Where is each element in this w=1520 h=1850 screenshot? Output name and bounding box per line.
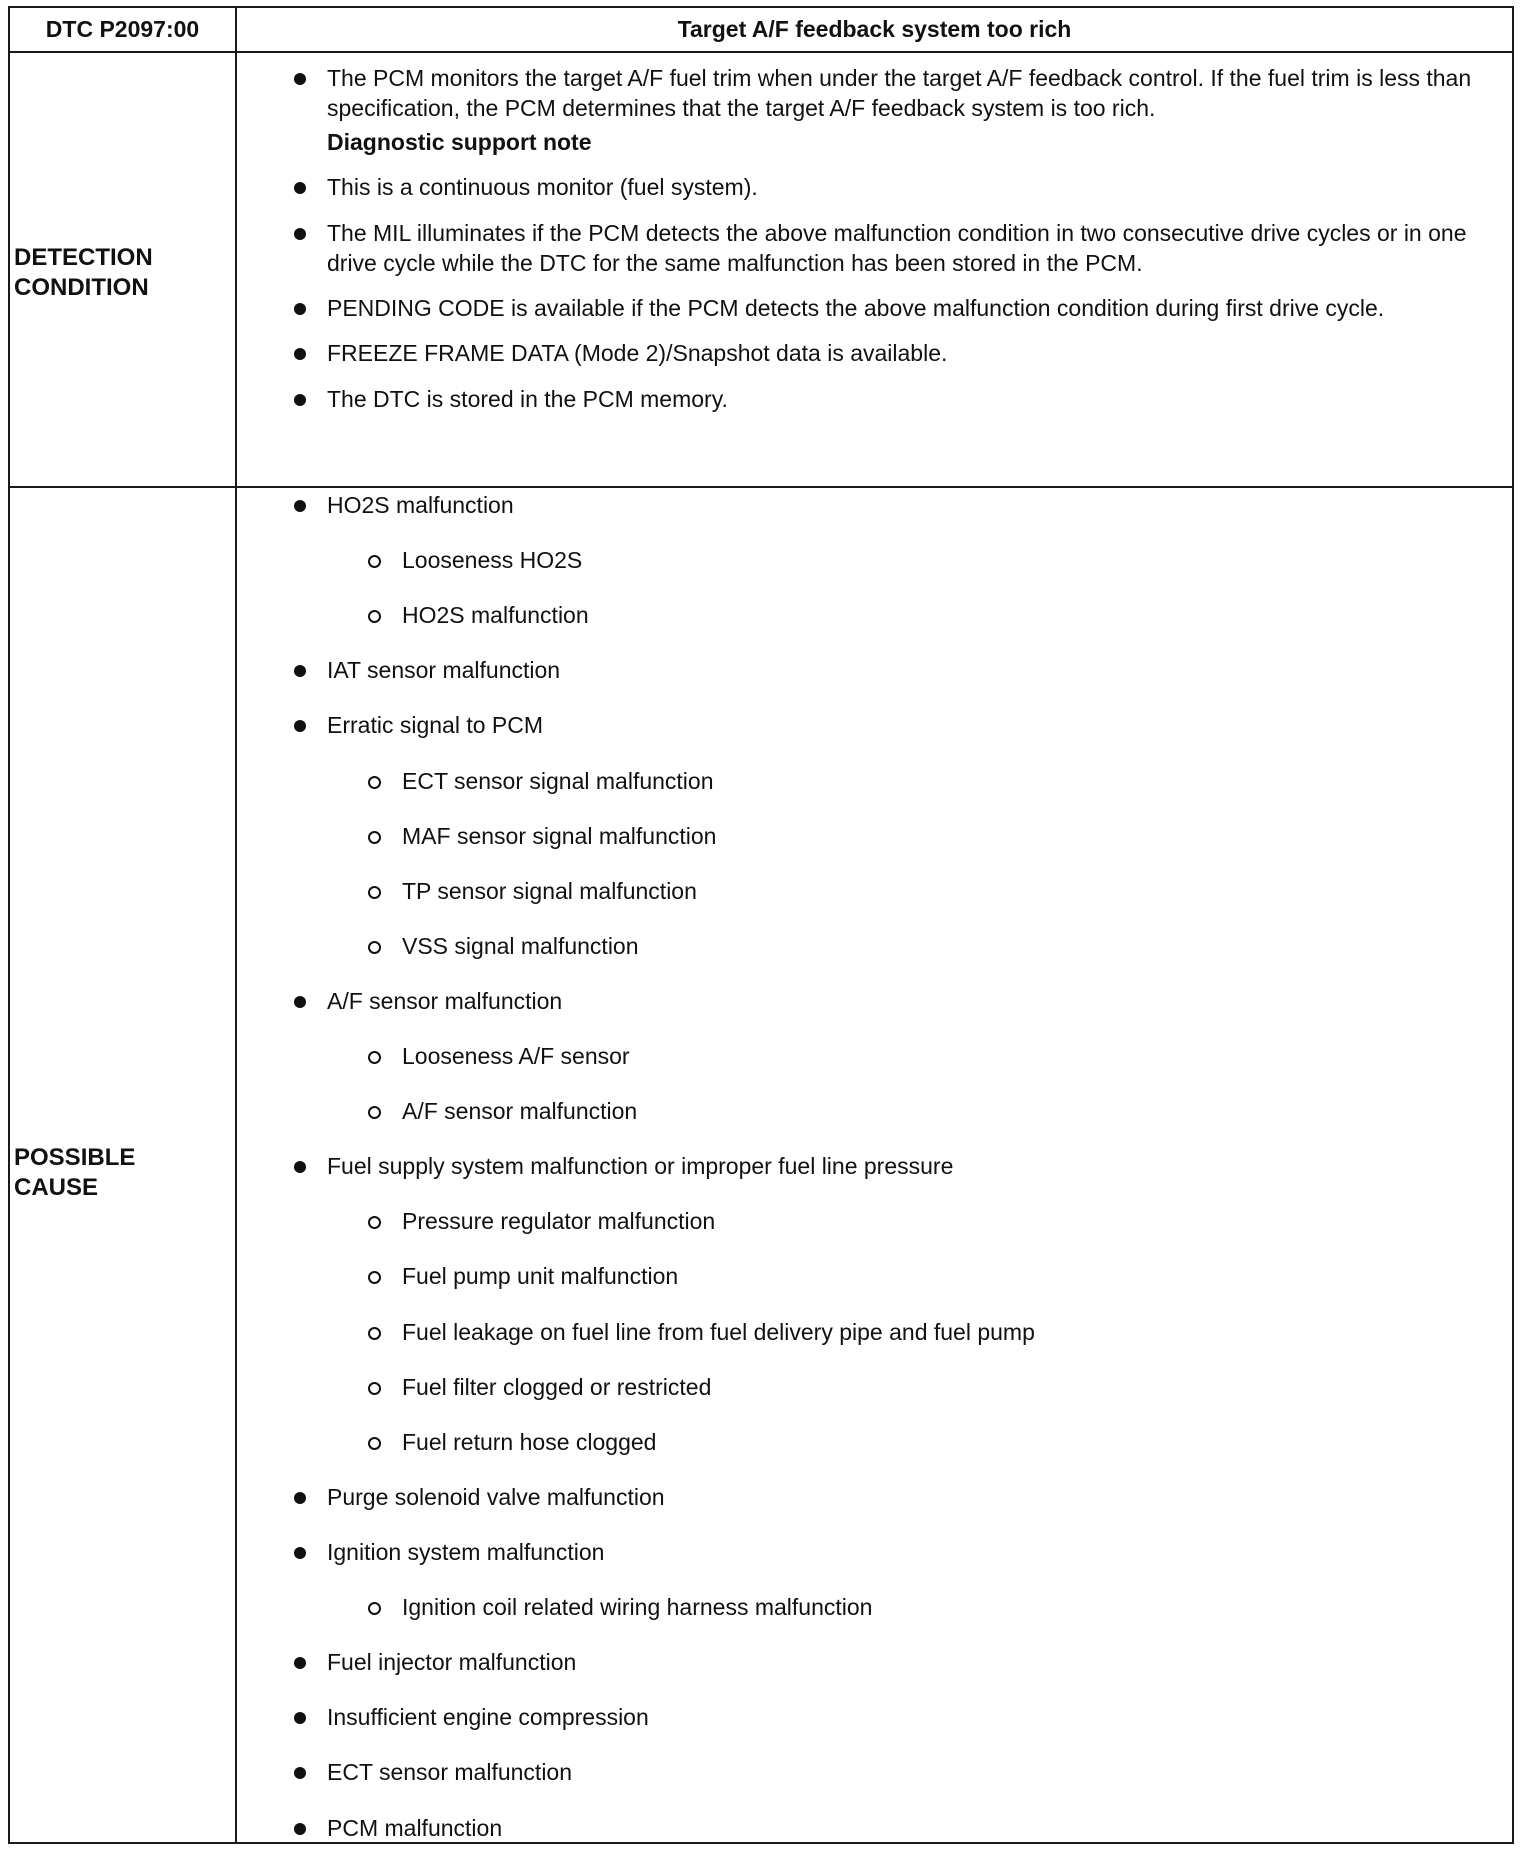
list-item: Insufficient engine compression: [294, 1702, 649, 1732]
sub-bullet-icon: [368, 1437, 381, 1450]
list-item: This is a continuous monitor (fuel system).: [294, 172, 758, 202]
list-item: ECT sensor malfunction: [294, 1757, 572, 1787]
bullet-icon: [294, 1547, 306, 1559]
sub-bullet-icon: [368, 886, 381, 899]
bullet-icon: [294, 996, 306, 1008]
bullet-icon: [294, 303, 306, 315]
list-item: Ignition system malfunction: [294, 1537, 604, 1567]
sub-list-item: HO2S malfunction: [368, 600, 589, 630]
detection-condition-label: DETECTION CONDITION: [14, 244, 153, 301]
sub-list-item: Ignition coil related wiring harness malfunction: [368, 1592, 872, 1622]
list-item: Erratic signal to PCM: [294, 710, 543, 740]
sub-bullet-icon: [368, 555, 381, 568]
bullet-icon: [294, 228, 306, 240]
list-item: HO2S malfunction: [294, 490, 514, 520]
list-item: Fuel injector malfunction: [294, 1647, 576, 1677]
detection-label-cell: [10, 53, 237, 486]
sub-bullet-icon: [368, 1382, 381, 1395]
sub-bullet-icon: [368, 610, 381, 623]
sub-list-item: Looseness A/F sensor: [368, 1041, 630, 1071]
sub-bullet-icon: [368, 1602, 381, 1615]
bullet-icon: [294, 1712, 306, 1724]
list-item: PCM malfunction: [294, 1813, 502, 1843]
sub-list-item: VSS signal malfunction: [368, 931, 639, 961]
possible-cause-label: POSSIBLE CAUSE: [14, 1144, 136, 1201]
bullet-icon: [294, 665, 306, 677]
bullet-icon: [294, 500, 306, 512]
sub-bullet-icon: [368, 1216, 381, 1229]
list-item: IAT sensor malfunction: [294, 655, 560, 685]
detection-condition-row: [10, 53, 1512, 488]
sub-list-item: Looseness HO2S: [368, 545, 582, 575]
bullet-icon: [294, 1492, 306, 1504]
bullet-icon: [294, 1823, 306, 1835]
list-item: PENDING CODE is available if the PCM detects the above malfunction condition during first drive cycle.: [294, 293, 1384, 323]
header-code-cell: [10, 8, 237, 51]
bullet-icon: [294, 720, 306, 732]
bullet-icon: [294, 1767, 306, 1779]
possible-cause-label-cell: [10, 488, 237, 1842]
sub-bullet-icon: [368, 1271, 381, 1284]
bullet-icon: [294, 348, 306, 360]
sub-list-item: MAF sensor signal malfunction: [368, 821, 716, 851]
sub-list-item: Pressure regulator malfunction: [368, 1206, 715, 1236]
bullet-icon: [294, 1161, 306, 1173]
bullet-icon: [294, 182, 306, 194]
list-item: A/F sensor malfunction: [294, 986, 562, 1016]
sub-list-item: Fuel pump unit malfunction: [368, 1261, 678, 1291]
sub-list-item: TP sensor signal malfunction: [368, 876, 697, 906]
sub-list-item: A/F sensor malfunction: [368, 1096, 637, 1126]
detection-content-cell: [237, 53, 1512, 486]
sub-list-item: Fuel leakage on fuel line from fuel delivery pipe and fuel pump: [368, 1317, 1035, 1347]
bullet-icon: [294, 1657, 306, 1669]
list-item: Fuel supply system malfunction or improper fuel line pressure: [294, 1151, 953, 1181]
bullet-icon: [294, 73, 306, 85]
list-item: The PCM monitors the target A/F fuel trim when under the target A/F feedback control. If the fuel trim is less than specification, the PCM determines that the target A/F feedback system is too rich.: [294, 63, 1502, 123]
diagnostic-support-note-title: Diagnostic support note: [327, 129, 592, 155]
list-item: The MIL illuminates if the PCM detects the above malfunction condition in two consecutive drive cycles or in one drive cycle while the DTC for the same malfunction has been stored in the PCM.: [294, 218, 1502, 278]
sub-bullet-icon: [368, 941, 381, 954]
possible-cause-content-cell: [237, 488, 1512, 1842]
table-header-row: [10, 8, 1512, 53]
dtc-code: DTC P2097:00: [45, 16, 200, 42]
sub-list-item: ECT sensor signal malfunction: [368, 766, 714, 796]
list-item: Purge solenoid valve malfunction: [294, 1482, 665, 1512]
dtc-title: Target A/F feedback system too rich: [677, 16, 1072, 42]
dtc-table: [8, 6, 1514, 1844]
sub-bullet-icon: [368, 1051, 381, 1064]
list-item: FREEZE FRAME DATA (Mode 2)/Snapshot data is available.: [294, 338, 947, 368]
sub-bullet-icon: [368, 831, 381, 844]
bullet-icon: [294, 394, 306, 406]
sub-bullet-icon: [368, 776, 381, 789]
header-title-cell: [237, 8, 1512, 51]
list-item: The DTC is stored in the PCM memory.: [294, 384, 728, 414]
sub-list-item: Fuel return hose clogged: [368, 1427, 656, 1457]
possible-cause-row: [10, 488, 1512, 1842]
sub-bullet-icon: [368, 1106, 381, 1119]
sub-bullet-icon: [368, 1327, 381, 1340]
sub-list-item: Fuel filter clogged or restricted: [368, 1372, 711, 1402]
